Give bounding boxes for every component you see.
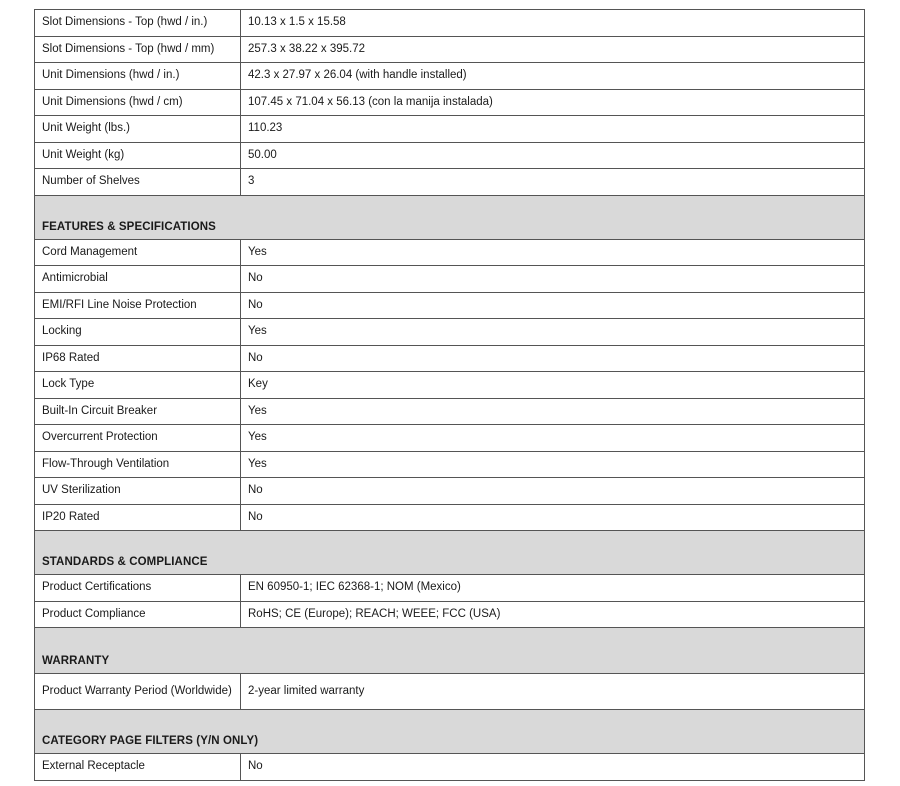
- spec-value: No: [241, 504, 865, 531]
- spec-value: 3: [241, 169, 865, 196]
- spec-label: Slot Dimensions - Top (hwd / mm): [35, 36, 241, 63]
- table-row: [35, 372, 865, 399]
- table-row: [35, 398, 865, 425]
- section-header-standards: [35, 531, 865, 575]
- section-heading: WARRANTY: [35, 628, 865, 674]
- spec-label: Unit Weight (lbs.): [35, 116, 241, 143]
- table-row: [35, 345, 865, 372]
- section-header-warranty: [35, 628, 865, 674]
- spec-value: Yes: [241, 451, 865, 478]
- table-row: [35, 89, 865, 116]
- table-row: [35, 10, 865, 37]
- table-row: [35, 504, 865, 531]
- table-row: [35, 266, 865, 293]
- table-row: [35, 63, 865, 90]
- specifications-table: [34, 9, 865, 781]
- spec-value: Yes: [241, 319, 865, 346]
- spec-value: 110.23: [241, 116, 865, 143]
- spec-value: 50.00: [241, 142, 865, 169]
- section-header-category-filters: [35, 710, 865, 754]
- spec-label: Unit Weight (kg): [35, 142, 241, 169]
- section-heading: STANDARDS & COMPLIANCE: [35, 531, 865, 575]
- spec-value: EN 60950-1; IEC 62368-1; NOM (Mexico): [241, 575, 865, 602]
- spec-label: Unit Dimensions (hwd / in.): [35, 63, 241, 90]
- spec-label: Lock Type: [35, 372, 241, 399]
- spec-label: EMI/RFI Line Noise Protection: [35, 292, 241, 319]
- spec-value: No: [241, 292, 865, 319]
- table-row: [35, 754, 865, 781]
- spec-label: External Receptacle: [35, 754, 241, 781]
- table-row: [35, 142, 865, 169]
- spec-label: Product Compliance: [35, 601, 241, 628]
- spec-label: Cord Management: [35, 239, 241, 266]
- spec-value: No: [241, 478, 865, 505]
- spec-value: RoHS; CE (Europe); REACH; WEEE; FCC (USA): [241, 601, 865, 628]
- table-row: [35, 36, 865, 63]
- section-heading: FEATURES & SPECIFICATIONS: [35, 195, 865, 239]
- table-row: [35, 116, 865, 143]
- table-row: [35, 451, 865, 478]
- spec-label: Product Certifications: [35, 575, 241, 602]
- spec-value: 257.3 x 38.22 x 395.72: [241, 36, 865, 63]
- spec-label: Antimicrobial: [35, 266, 241, 293]
- spec-label: Overcurrent Protection: [35, 425, 241, 452]
- table-row: [35, 674, 865, 710]
- spec-value: Yes: [241, 398, 865, 425]
- spec-value: Yes: [241, 239, 865, 266]
- spec-label: Flow-Through Ventilation: [35, 451, 241, 478]
- spec-label: Product Warranty Period (Worldwide): [35, 674, 241, 710]
- table-row: [35, 292, 865, 319]
- spec-label: Built-In Circuit Breaker: [35, 398, 241, 425]
- spec-label: IP68 Rated: [35, 345, 241, 372]
- table-row: [35, 575, 865, 602]
- spec-label: Unit Dimensions (hwd / cm): [35, 89, 241, 116]
- spec-label: Number of Shelves: [35, 169, 241, 196]
- spec-value: No: [241, 754, 865, 781]
- spec-value: 42.3 x 27.97 x 26.04 (with handle installed): [241, 63, 865, 90]
- spec-value: 107.45 x 71.04 x 56.13 (con la manija instalada): [241, 89, 865, 116]
- spec-value: Yes: [241, 425, 865, 452]
- table-row: [35, 425, 865, 452]
- spec-label: IP20 Rated: [35, 504, 241, 531]
- table-row: [35, 601, 865, 628]
- table-row: [35, 239, 865, 266]
- spec-value: Key: [241, 372, 865, 399]
- spec-value: 10.13 x 1.5 x 15.58: [241, 10, 865, 37]
- spec-value: 2-year limited warranty: [241, 674, 865, 710]
- table-row: [35, 319, 865, 346]
- spec-value: No: [241, 266, 865, 293]
- spec-label: Locking: [35, 319, 241, 346]
- table-row: [35, 169, 865, 196]
- spec-value: No: [241, 345, 865, 372]
- spec-label: UV Sterilization: [35, 478, 241, 505]
- section-header-features: [35, 195, 865, 239]
- spec-label: Slot Dimensions - Top (hwd / in.): [35, 10, 241, 37]
- table-row: [35, 478, 865, 505]
- section-heading: CATEGORY PAGE FILTERS (Y/N ONLY): [35, 710, 865, 754]
